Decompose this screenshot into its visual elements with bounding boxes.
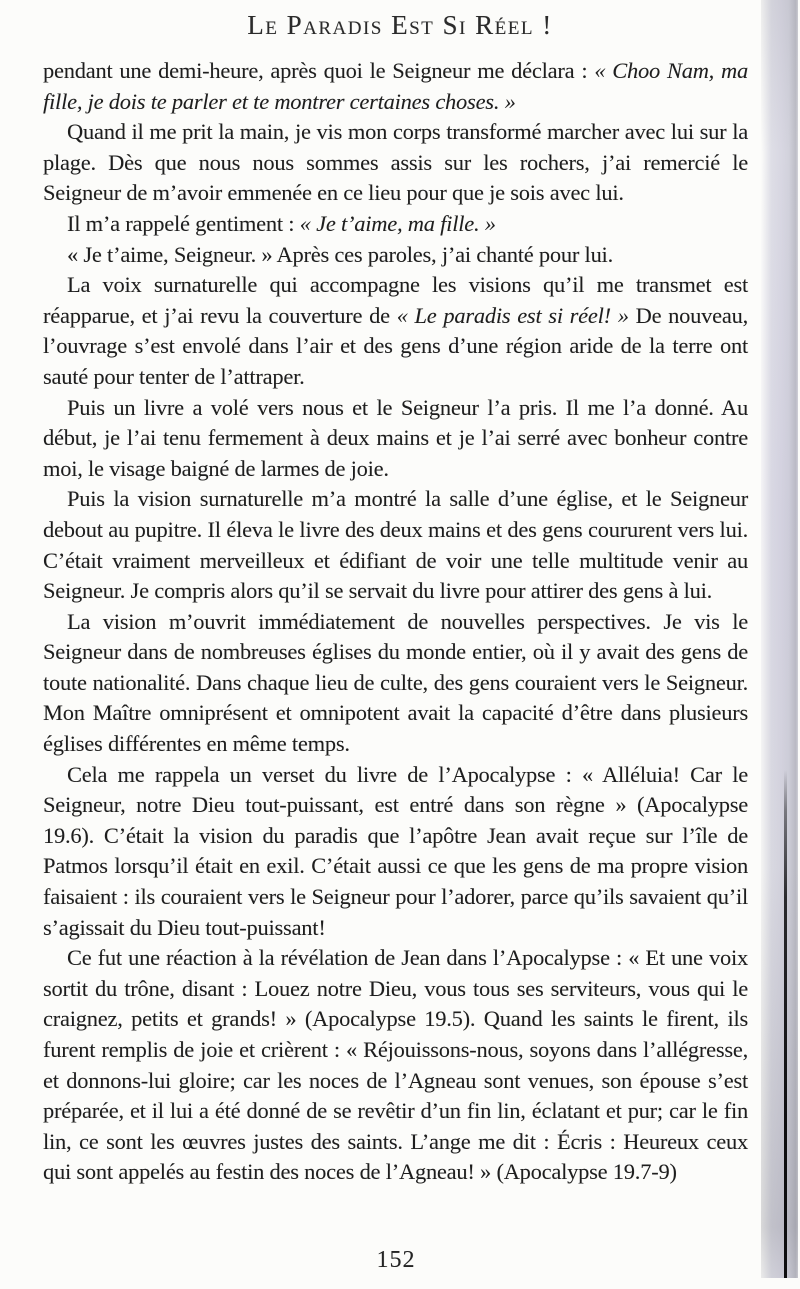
paragraph [43,484,748,606]
text-segment: La vision m’ouvrit immédiatement de nouvelles perspectives. Je vis le Seigneur dans de nombreuses églises du monde entier, où il y avait des gens de toute nationalité. Dans chaque lieu de culte, des gens couraient vers le Seigneur. Mon Maître omniprésent et omnipotent avait la capacité d’être dans plusieurs églises différentes en même temps. [43,608,748,757]
running-header: Le Paradis Est Si Réel ! [247,10,553,40]
text-segment: La voix surnaturelle qui accompagne les visions qu’il me transmet est réapparue, et j’ai revu la couverture de [43,272,748,328]
paragraph [43,270,748,392]
text-segment: Puis un livre a volé vers nous et le Seigneur l’a pris. Il me l’a donné. Au début, je l’ai tenu fermement à deux mains et je l’ai serré avec bonheur contre moi, le visage baigné de larmes de joie. [43,394,748,481]
paragraph [43,240,748,271]
text-segment: Puis la vision surnaturelle m’a montré la salle d’une église, et le Seigneur debout au pupitre. Il éleva le livre des deux mains et des gens coururent vers lui. C’était vraiment merveilleux et édifiant de voir une telle multitude venir au Seigneur. Je compris alors qu’il se servait du livre pour attirer des gens à lui. [43,486,748,604]
italic-quote: « Le paradis est si réel! » [396,302,629,328]
text-segment: Ce fut une réaction à la révélation de Jean dans l’Apocalypse : « Et une voix sortit du trône, disant : Louez notre Dieu, vous tous ses serviteurs, vous qui le craignez, petits et grands! » (Apocalypse 19.5). Quand les saints le firent, ils furent remplis de joie et crièrent : « Réjouissons-nous, soyons dans l’allégresse, et donnons-lui gloire; car les noces de l’Agneau sont venues, son épouse s’est préparée, et il lui a été donné de se revêtir d’un fin lin, éclatant et pur; car le fin lin, ce sont les œuvres justes des saints. L’ange me dit : Écris : Heureux ceux qui sont appelés au festin des noces de l’Agneau! » (Apocalypse 19.7-9) [43,945,748,1185]
text-segment: Quand il me prit la main, je vis mon corps transformé marcher avec lui sur la plage. Dès que nous nous sommes assis sur les rochers, j’ai remercié le Seigneur de m’avoir emmenée en ce lieu pour que je sois avec lui. [43,119,748,206]
italic-quote: « Je t’aime, ma fille. » [299,210,496,236]
paragraph [43,209,748,240]
paragraph [43,607,748,760]
paragraph [43,760,748,944]
page-number: 152 [376,1247,416,1273]
text-segment: pendant une demi-heure, après quoi le Seigneur me déclara : [43,58,595,83]
text-segment: Cela me rappela un verset du livre de l’Apocalypse : « Alléluia! Car le Seigneur, notre Dieu tout-puissant, est entré dans son règne » (Apocalypse 19.6). C’était la vision du paradis que l’apôtre Jean avait reçue sur l’île de Patmos lorsqu’il était en exil. C’était aussi ce que les gens de ma propre vision faisaient : ils couraient vers le Seigneur pour l’adorer, parce qu’ils savaient qu’il s’agissait du Dieu tout-puissant! [43,761,748,940]
paragraph [43,117,748,209]
text-block [43,56,748,1188]
scan-page-edge-line [784,770,787,1278]
scan-gutter-shadow [761,0,798,1278]
text-segment: De nouveau, l’ouvrage s’est envolé dans l’air et des gens d’une région aride de la terre ont sauté pour tenter de l’attraper. [43,302,748,389]
paragraph [43,943,748,1188]
paragraph [43,393,748,485]
italic-quote: « Choo Nam, ma fille, je dois te parler et te montrer certaines choses. » [43,58,748,114]
paragraph [43,56,748,117]
text-segment: « Je t’aime, Seigneur. » Après ces paroles, j’ai chanté pour lui. [67,241,613,267]
text-segment: Il m’a rappelé gentiment : [67,210,300,236]
